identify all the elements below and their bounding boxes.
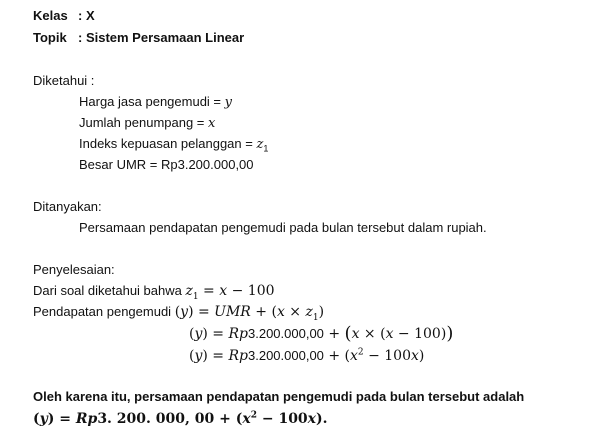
jumlah-row <box>79 115 215 132</box>
dari-text: Dari soal diketahui bahwa <box>33 283 186 298</box>
equation-step-2: $(y) = Rp3.200.000,00 + (x^2 - 100x)$ <box>189 347 425 364</box>
indeks-sub: 1 <box>263 143 269 154</box>
jumlah-var: x <box>208 116 216 131</box>
penyelesaian-heading: Penyelesaian: <box>33 262 115 277</box>
pendapatan-row <box>33 304 325 323</box>
ditanyakan-heading: Ditanyakan: <box>33 199 102 214</box>
kelas-row <box>33 8 95 24</box>
umr-row: Besar UMR = Rp3.200.000,00 <box>79 157 254 172</box>
kelas-value: : X <box>78 8 95 23</box>
pendapatan-text: Pendapatan pengemudi <box>33 304 175 319</box>
ditanyakan-question: Persamaan pendapatan pengemudi pada bulan tersebut dalam rupiah. <box>79 220 487 235</box>
harga-var: y <box>224 95 232 110</box>
jumlah-label: Jumlah penumpang = <box>79 115 209 130</box>
pendapatan-equation: (y) = UMR + $(x \times z_1)$ <box>174 304 325 323</box>
harga-label: Harga jasa pengemudi = <box>79 94 225 109</box>
harga-row <box>79 94 232 111</box>
conclusion-text: Oleh karena itu, persamaan pendapatan pengemudi pada bulan tersebut adalah <box>33 389 525 404</box>
topik-row <box>33 30 245 46</box>
equation-step-1: (y) = Rp3.200.000,00 + (x × (x − 100)) <box>189 323 454 344</box>
dari-row <box>33 283 275 302</box>
indeks-row <box>79 136 268 153</box>
conclusion-equation: (y) = Rp3. 200. 000, $00 + (x^2 - 100x)$. <box>33 410 328 427</box>
indeks-var: z <box>256 137 264 152</box>
diketahui-heading: Diketahui : <box>33 73 95 88</box>
topik-label: Topik <box>33 30 67 45</box>
indeks-label: Indeks kepuasan pelanggan = <box>79 136 257 151</box>
kelas-label: Kelas <box>33 8 68 23</box>
topik-value: : Sistem Persamaan Linear <box>78 30 245 45</box>
dari-equation: $z_1 = x - 100$ <box>185 283 275 302</box>
